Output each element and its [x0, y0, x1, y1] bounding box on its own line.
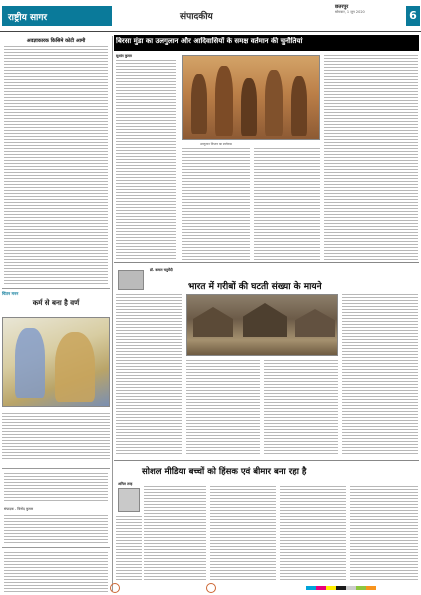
lead-caption: उलगुलान विप्लव का स्वर्गवास [200, 142, 232, 146]
second-body-col1 [116, 294, 182, 456]
second-byline: डॉ. कमल चतुर्वेदी [150, 268, 173, 272]
bottom-body-col1 [144, 486, 206, 582]
second-headline: भारत में गरीबों की घटती संख्या के मायने [188, 282, 322, 292]
figure-right-shape [55, 332, 95, 402]
chintan-title: चिंतन मनन [2, 291, 19, 296]
bottom-article-rule [114, 460, 419, 461]
second-article-rule [114, 262, 419, 263]
lead-author: सुशांत कुमार [116, 54, 132, 58]
deity-illustration [2, 317, 110, 407]
color-calibration-bar [306, 586, 376, 590]
bottom-author-photo [118, 488, 140, 512]
color-swatch [346, 586, 356, 590]
left-bottom-text [4, 552, 108, 592]
paper-name: राष्ट्रीय सागर [2, 6, 112, 26]
second-body-col2 [186, 360, 260, 456]
imprint-text [4, 473, 108, 503]
section-title: संपादकीय [180, 12, 213, 22]
imprint-box [2, 468, 110, 548]
lead-body-col4 [324, 55, 418, 260]
color-swatch [316, 586, 326, 590]
registration-mark-center [206, 583, 216, 593]
left-column [2, 38, 110, 593]
bottom-byline: अनिल तरह [118, 482, 133, 486]
left-article-headline: अवज्ञाकारक किसिमे कोटी आमी [26, 38, 86, 44]
color-swatch [356, 586, 366, 590]
warrior-figure-5 [291, 76, 307, 136]
warrior-figure-1 [191, 74, 207, 134]
masthead [0, 0, 421, 32]
figure-left-shape [15, 328, 45, 398]
color-swatch [326, 586, 336, 590]
color-swatch [306, 586, 316, 590]
column-rule [112, 36, 113, 591]
second-body-col3 [264, 360, 338, 456]
second-body-col4 [342, 294, 418, 456]
lead-headline [116, 37, 418, 46]
lead-illustration [182, 55, 320, 140]
bottom-body-col2 [210, 486, 276, 582]
warrior-figure-4 [265, 70, 283, 136]
color-swatch [336, 586, 346, 590]
city: छतरपुर [335, 4, 349, 10]
bottom-body-col4 [350, 486, 418, 582]
bottom-body-col3 [280, 486, 346, 582]
bottom-body-col0 [116, 516, 142, 582]
date-line: सोमवार, 1 जून 2020 [335, 10, 365, 14]
imprint-address [4, 515, 108, 545]
bottom-headline: सोशल मीडिया बच्चों को हिंसक एवं बीमार बना रहा है [142, 467, 307, 477]
lead-headline-text: बिरसा मुंडा का उलगुलान और आदिवासियों के समक्ष वर्तमान की चुनौतियां [116, 37, 303, 45]
warrior-figure-2 [215, 66, 233, 136]
date-box [335, 5, 407, 15]
slum-photo [186, 294, 338, 356]
chintan-box [2, 288, 110, 463]
imprint-editor: संपादक - विनोद कुमार [4, 507, 34, 511]
chintan-heading: कर्म से बना है वर्ण [32, 299, 80, 307]
warrior-figure-3 [241, 78, 257, 136]
page-number: 6 [406, 6, 420, 26]
hut-shape-3 [295, 309, 335, 337]
hut-shape-1 [193, 307, 233, 337]
hut-shape-2 [243, 303, 287, 337]
second-article-photo-frame [118, 270, 144, 290]
chintan-body [2, 413, 110, 461]
left-article-body [4, 46, 108, 284]
registration-mark-left [110, 583, 120, 593]
lead-body-col1 [116, 60, 176, 260]
lead-body-col3 [254, 148, 320, 260]
color-swatch [366, 586, 376, 590]
lead-body-col2 [182, 148, 250, 260]
